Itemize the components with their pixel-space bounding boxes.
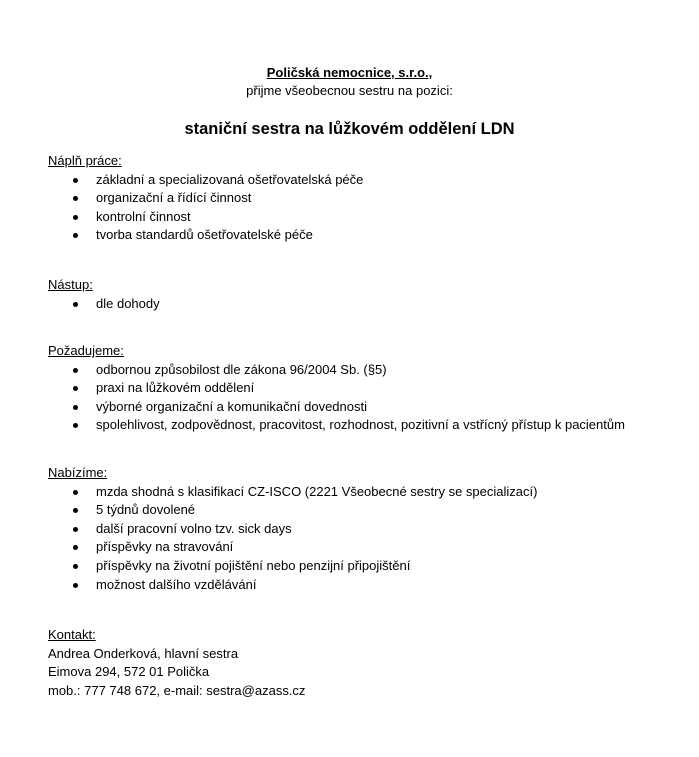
section-benefits: [48, 464, 688, 594]
section-start-date: [48, 276, 688, 313]
list-item: praxi na lůžkovém oddělení: [48, 379, 688, 398]
list-item: základní a specializovaná ošetřovatelská péče: [48, 171, 688, 190]
company-name: Poličská nemocnice, s.r.o.,: [266, 65, 433, 80]
contact-name: Andrea Onderková, hlavní sestra: [48, 645, 239, 661]
section-heading: Požadujeme:: [48, 343, 124, 358]
bullet-list: [48, 361, 688, 435]
intro-text: přijme všeobecnou sestru na pozici:: [246, 83, 453, 98]
list-item: organizační a řídící činnost: [48, 189, 688, 208]
list-item: spolehlivost, zodpovědnost, pracovitost, rozhodnost, pozitivní a vstřícný přístup k pacientům: [48, 416, 688, 435]
contact-phone-email: mob.: 777 748 672, e-mail: sestra@azass.cz: [48, 682, 306, 698]
list-item: tvorba standardů ošetřovatelské péče: [48, 226, 688, 245]
list-item: výborné organizační a komunikační dovednosti: [48, 398, 688, 417]
section-heading: Kontakt:: [48, 627, 96, 642]
bullet-list: [48, 295, 688, 314]
section-heading: Nástup:: [48, 277, 93, 292]
section-requirements: [48, 342, 688, 435]
contact-address: Eimova 294, 572 01 Polička: [48, 664, 210, 680]
list-item: odbornou způsobilost dle zákona 96/2004 Sb. (§5): [48, 361, 688, 380]
position-title: staniční sestra na lůžkovém oddělení LDN: [184, 120, 515, 138]
list-item: příspěvky na životní pojištění nebo penzijní připojištění: [48, 557, 688, 576]
bullet-list: [48, 171, 688, 245]
list-item: možnost dalšího vzdělávání: [48, 576, 688, 595]
section-heading: Nabízíme:: [48, 465, 108, 480]
list-item: kontrolní činnost: [48, 208, 688, 227]
bullet-list: [48, 483, 688, 595]
section-job-duties: [48, 152, 688, 245]
list-item: 5 týdnů dovolené: [48, 501, 688, 520]
list-item: příspěvky na stravování: [48, 538, 688, 557]
section-heading: Náplň práce:: [48, 153, 122, 168]
list-item: dle dohody: [48, 295, 688, 314]
section-contact: [48, 626, 688, 700]
list-item: mzda shodná s klasifikací CZ-ISCO (2221 Všeobecné sestry se specializací): [48, 483, 688, 502]
list-item: další pracovní volno tzv. sick days: [48, 520, 688, 539]
